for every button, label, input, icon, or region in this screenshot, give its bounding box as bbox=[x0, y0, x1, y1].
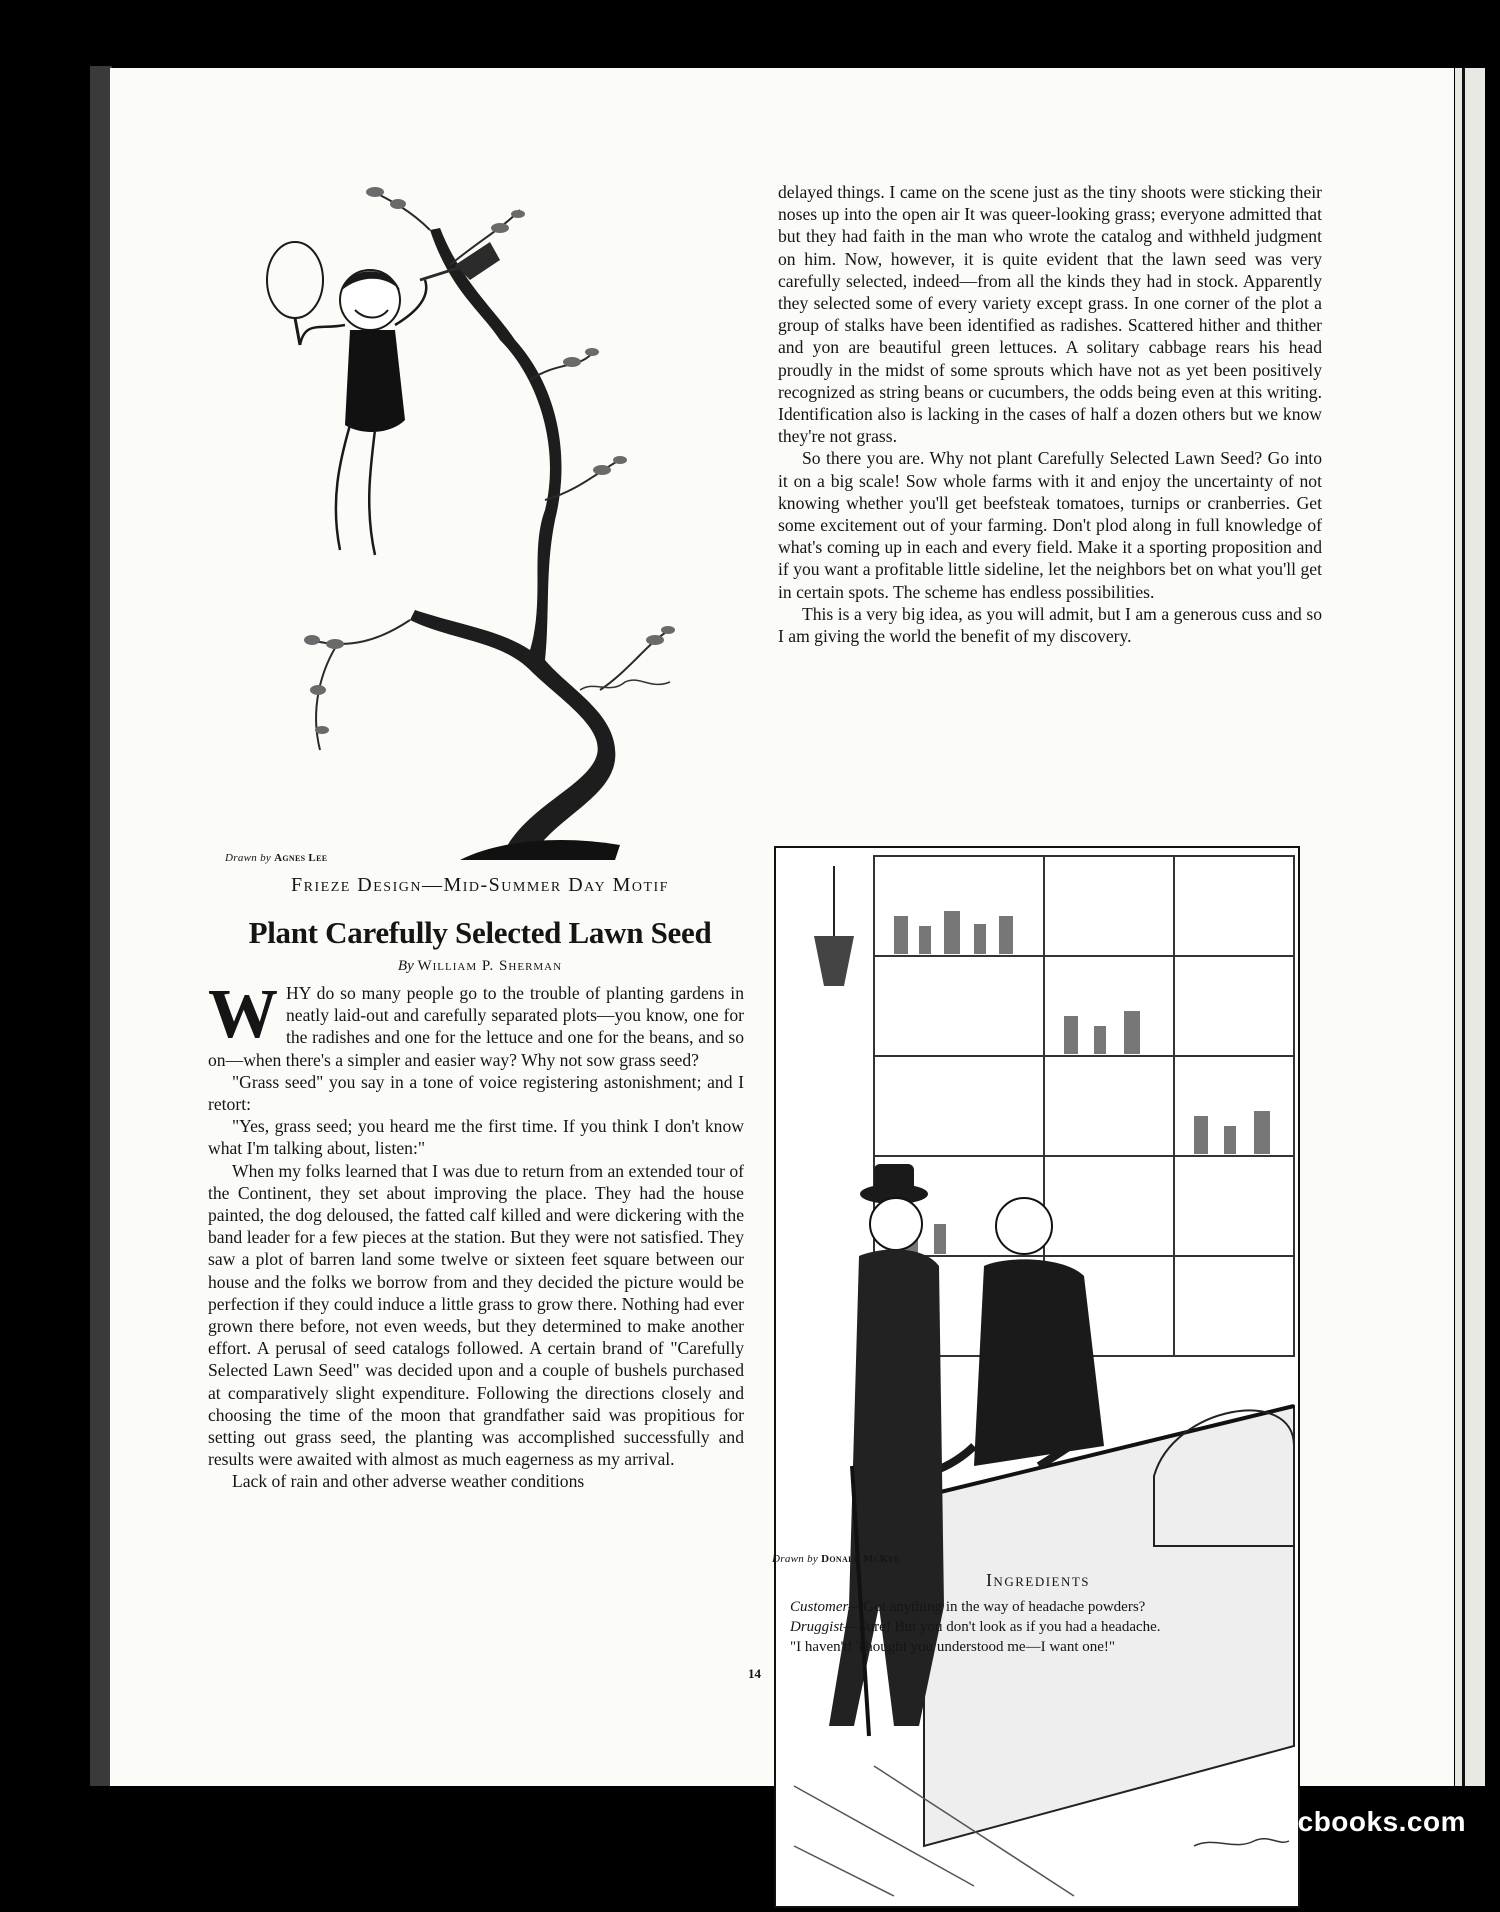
dialogue-line bbox=[790, 1617, 1310, 1637]
cartoon-illustration bbox=[774, 846, 1302, 1912]
byline-author: William P. Sherman bbox=[417, 958, 563, 974]
right-column-text bbox=[778, 181, 1322, 647]
dialogue-text: "I haven't! Thought you understood me—I want one!" bbox=[790, 1639, 1116, 1655]
drop-cap: W bbox=[208, 976, 278, 1053]
dialogue-speaker: Customer bbox=[790, 1599, 849, 1615]
paragraph: So there you are. Why not plant Carefully Selected Lawn Seed? Go into it on a big scale! Sow whole farms with it and enjoy the uncertainty of not knowing whether you'll get beefsteak tomatoes, turnips or cranberries. Get some excitement out of your farming. Don't plod along in full knowledge of what's coming up in each and every field. Make it a sporting proposition and if you want a profitable little sideline, let the neighbors bet on what you'll get in certain spots. The scheme has endless possibilities. bbox=[778, 448, 1322, 602]
dialogue-text: —Sure! But you don't look as if you had a headache. bbox=[843, 1619, 1161, 1635]
cartoon-dialogue bbox=[790, 1597, 1310, 1657]
paragraph: "Yes, grass seed; you heard me the first time. If you think I don't know what I'm talking about, listen:" bbox=[208, 1116, 744, 1159]
paragraph: Lack of rain and other adverse weather conditions bbox=[232, 1471, 585, 1492]
frieze-caption: Frieze Design—Mid-Summer Day Motif bbox=[291, 874, 669, 896]
watermark: comicbooks.com bbox=[1230, 1806, 1466, 1837]
left-column-text bbox=[208, 976, 744, 1493]
paragraph: This is a very big idea, as you will admit, but I am a generous cuss and so I am giving the world the benefit of my discovery. bbox=[778, 603, 1322, 647]
paragraph bbox=[208, 976, 744, 1071]
dialogue-line bbox=[790, 1597, 1310, 1617]
credit-prefix: Drawn by bbox=[772, 1553, 819, 1565]
cartoon-title: Ingredients bbox=[985, 1570, 1091, 1590]
article-byline bbox=[200, 958, 760, 975]
page-number: 14 bbox=[748, 1666, 761, 1681]
frieze-illustration bbox=[200, 170, 760, 860]
dialogue-line bbox=[790, 1637, 1310, 1657]
frieze-credit bbox=[225, 852, 327, 864]
credit-artist: Donald McKee bbox=[821, 1553, 900, 1565]
scan-left-edge bbox=[90, 66, 112, 1786]
paragraph: "Grass seed" you say in a tone of voice registering astonishment; and I retort: bbox=[208, 1071, 744, 1115]
page-edge-rule bbox=[1462, 68, 1465, 1786]
credit-artist: Agnes Lee bbox=[274, 852, 328, 864]
dialogue-speaker: Druggist bbox=[790, 1619, 844, 1635]
paragraph: delayed things. I came on the scene just as the tiny shoots were sticking their noses up into the open air It was queer-looking grass; everyone admitted that but they had faith in the man who wrote the catalog and withheld judgment on him. Now, however, it is quite evident that the lawn seed was very carefully selected, indeed—from all the kinds they had in stock. Apparently they selected some of every variety except grass. In one corner of the plot a group of stalks have been identified as radishes. Scattered hither and thither and yon are beautiful green lettuces. A solitary cabbage rears his head proudly in the midst of some sprouts which have not as yet been positively recognized as string beans or cucumbers, the odds being even at this writing. Identification also is lacking in the cases of half a dozen others but we know they're not grass. bbox=[778, 182, 1322, 447]
paragraph-text: HY do so many people go to the trouble of planting gardens in neatly laid-out and carefully separated plots—you know, one for the radishes and one for the lettuce and one for the beans, and so on—when there's a simpler and easier way? Why not sow grass seed? bbox=[208, 983, 744, 1070]
paragraph: When my folks learned that I was due to return from an extended tour of the Continent, they set about improving the place. They had the house painted, the dog deloused, the fatted calf killed and were dickering with the band leader for a few pieces at the station. But they were not satisfied. They saw a plot of barren land some twelve or sixteen feet square between our house and the folks we borrow from and they decided the picture would be perfection if they could induce a little grass to grow there. Nothing had ever grown there before, not even weeds, but they determined to make another effort. A perusal of seed catalogs followed. A certain brand of "Carefully Selected Lawn Seed" was decided upon and a couple of bushels purchased at comparatively slight expenditure. Following the directions closely and choosing the time of the moon that grandfather said was propitious for setting out grass seed, the planting was accomplished successfully and results were awaited with almost as much eagerness as my arrival. bbox=[208, 1160, 744, 1470]
article-title: Plant Carefully Selected Lawn Seed bbox=[248, 915, 712, 950]
credit-prefix: Drawn by bbox=[225, 852, 272, 864]
cartoon-credit bbox=[772, 1553, 900, 1565]
page-gutter bbox=[1455, 68, 1485, 1786]
dialogue-text: —Got anything in the way of headache powders? bbox=[848, 1599, 1146, 1615]
byline-prefix: By bbox=[397, 958, 414, 974]
